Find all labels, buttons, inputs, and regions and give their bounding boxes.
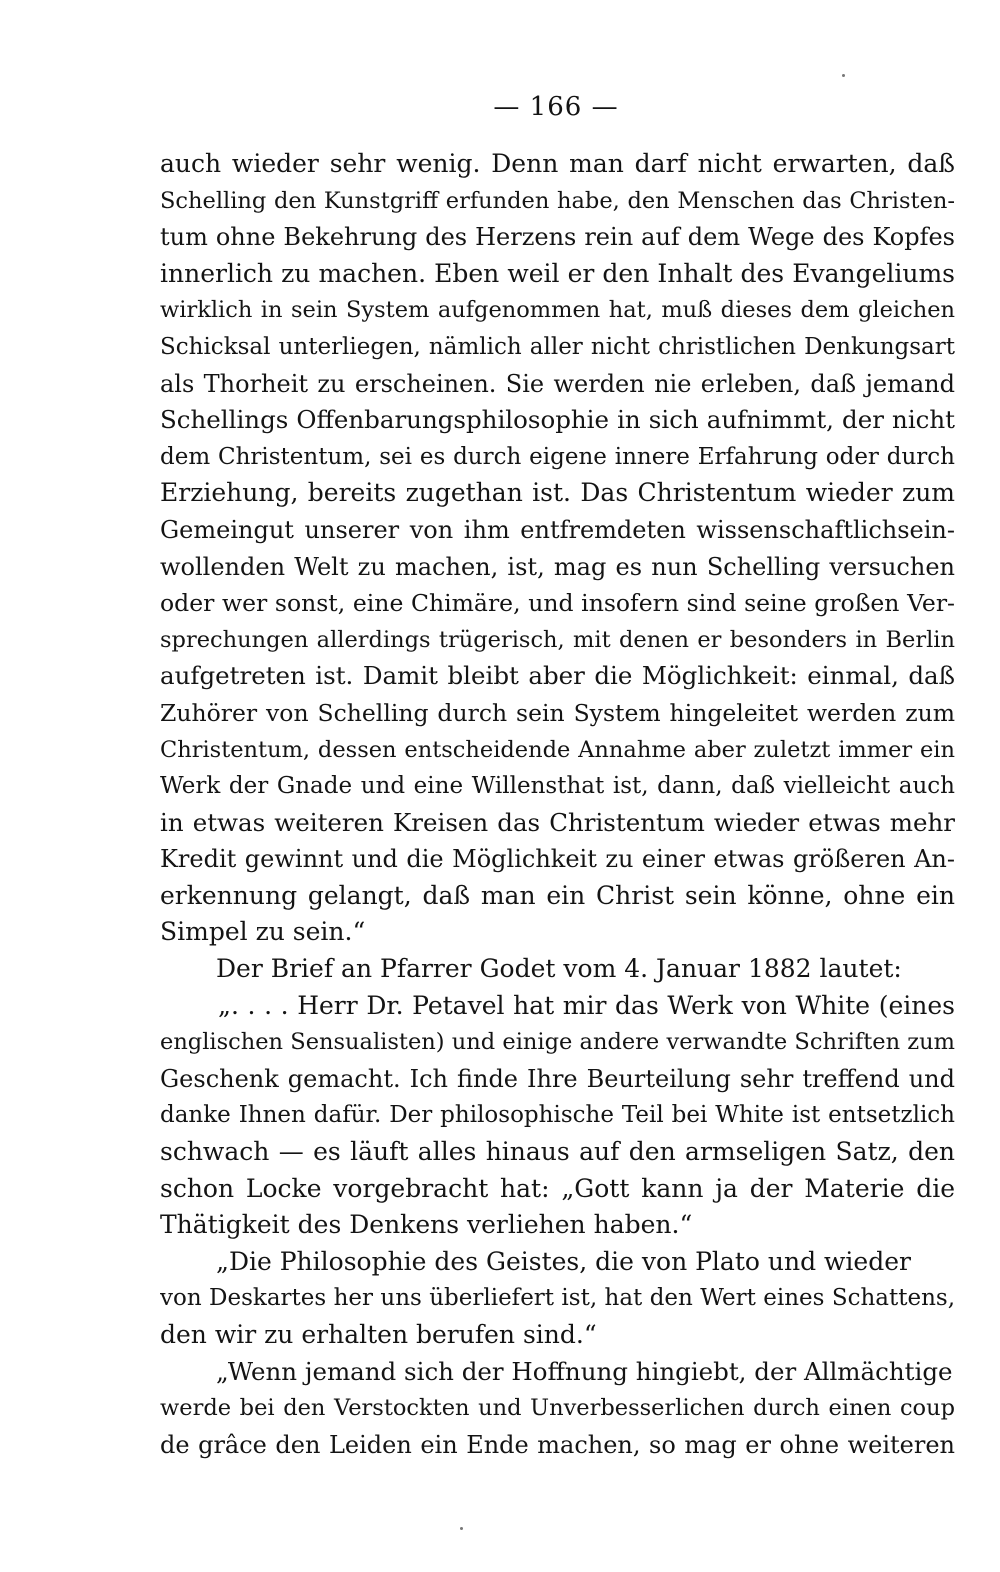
text-line: Werk der Gnade und eine Willensthat ist, dann, daß vielleicht auch — [160, 773, 955, 800]
body-text — [160, 146, 955, 1463]
text-line: „Wenn jemand sich der Hoffnung hingiebt, der Allmächtige — [216, 1356, 953, 1386]
text-line: tum ohne Bekehrung des Herzens rein auf dem Wege des Kopfes — [160, 223, 955, 252]
text-line: werde bei den Verstockten und Unverbesserlichen durch einen coup — [160, 1395, 955, 1422]
text-line: Zuhörer von Schelling durch sein System hingeleitet werden zum — [160, 698, 955, 727]
text-line: Erziehung, bereits zugethan ist. Das Christentum wieder zum — [160, 478, 955, 508]
text-line: Thätigkeit des Denkens verliehen haben.“ — [160, 1210, 693, 1240]
print-speck — [842, 74, 845, 77]
text-line: sprechungen allerdings trügerisch, mit denen er besonders in Berlin — [160, 626, 955, 653]
text-line: erkennung gelangt, daß man ein Christ sein könne, ohne ein — [160, 880, 955, 910]
text-line: in etwas weiteren Kreisen das Christentum wieder etwas mehr — [160, 807, 955, 837]
text-line: von Deskartes her uns überliefert ist, hat den Wert eines Schattens, — [160, 1285, 955, 1312]
text-line: wollenden Welt zu machen, ist, mag es nun Schelling versuchen — [160, 552, 955, 581]
text-line: aufgetreten ist. Damit bleibt aber die Möglichkeit: einmal, daß — [160, 661, 955, 691]
print-speck — [460, 1527, 463, 1530]
text-line: Schelling den Kunstgriff erfunden habe, den Menschen das Christen- — [160, 187, 955, 214]
text-line: als Thorheit zu erscheinen. Sie werden nie erleben, daß jemand — [160, 369, 955, 398]
text-line: englischen Sensualisten) und einige andere verwandte Schriften zum — [160, 1029, 955, 1056]
text-line: „. . . . Herr Dr. Petavel hat mir das Werk von White (eines — [218, 990, 955, 1020]
text-line: Simpel zu sein.“ — [160, 917, 366, 947]
text-line: Gemeingut unserer von ihm entfremdeten wissenschaftlichsein- — [160, 515, 955, 544]
text-line: oder wer sonst, eine Chimäre, und insofern sind seine großen Ver- — [160, 589, 955, 618]
text-line: schon Locke vorgebracht hat: „Gott kann ja der Materie die — [160, 1173, 955, 1203]
text-line: Kredit gewinnt und die Möglichkeit zu einer etwas größeren An- — [160, 845, 955, 874]
text-line: auch wieder sehr wenig. Denn man darf nicht erwarten, daß — [160, 149, 955, 178]
text-line: den wir zu erhalten berufen sind.“ — [160, 1320, 597, 1349]
text-line: innerlich zu machen. Eben weil er den Inhalt des Evangeliums — [160, 258, 955, 288]
text-line: Der Brief an Pfarrer Godet vom 4. Januar 1882 lautet: — [216, 954, 902, 984]
text-line: Geschenk gemacht. Ich finde Ihre Beurteilung sehr treffend und — [160, 1064, 955, 1093]
text-line: „Die Philosophie des Geistes, die von Plato und wieder — [216, 1246, 911, 1276]
text-line: Christentum, dessen entscheidende Annahme aber zuletzt immer ein — [160, 736, 955, 763]
text-line: schwach — es läuft alles hinaus auf den armseligen Satz, den — [160, 1137, 955, 1167]
text-line: wirklich in sein System aufgenommen hat, muß dieses dem gleichen — [160, 297, 955, 324]
text-line: de grâce den Leiden ein Ende machen, so mag er ohne weiteren — [160, 1430, 955, 1459]
text-line: danke Ihnen dafür. Der philosophische Teil bei White ist entsetzlich — [160, 1102, 955, 1129]
page-number: — 166 — — [493, 92, 619, 122]
text-line: Schicksal unterliegen, nämlich aller nicht christlichen Denkungsart — [160, 333, 955, 360]
text-line: Schellings Offenbarungsphilosophie in sich aufnimmt, der nicht — [160, 405, 955, 435]
text-line: dem Christentum, sei es durch eigene innere Erfahrung oder durch — [160, 443, 955, 470]
